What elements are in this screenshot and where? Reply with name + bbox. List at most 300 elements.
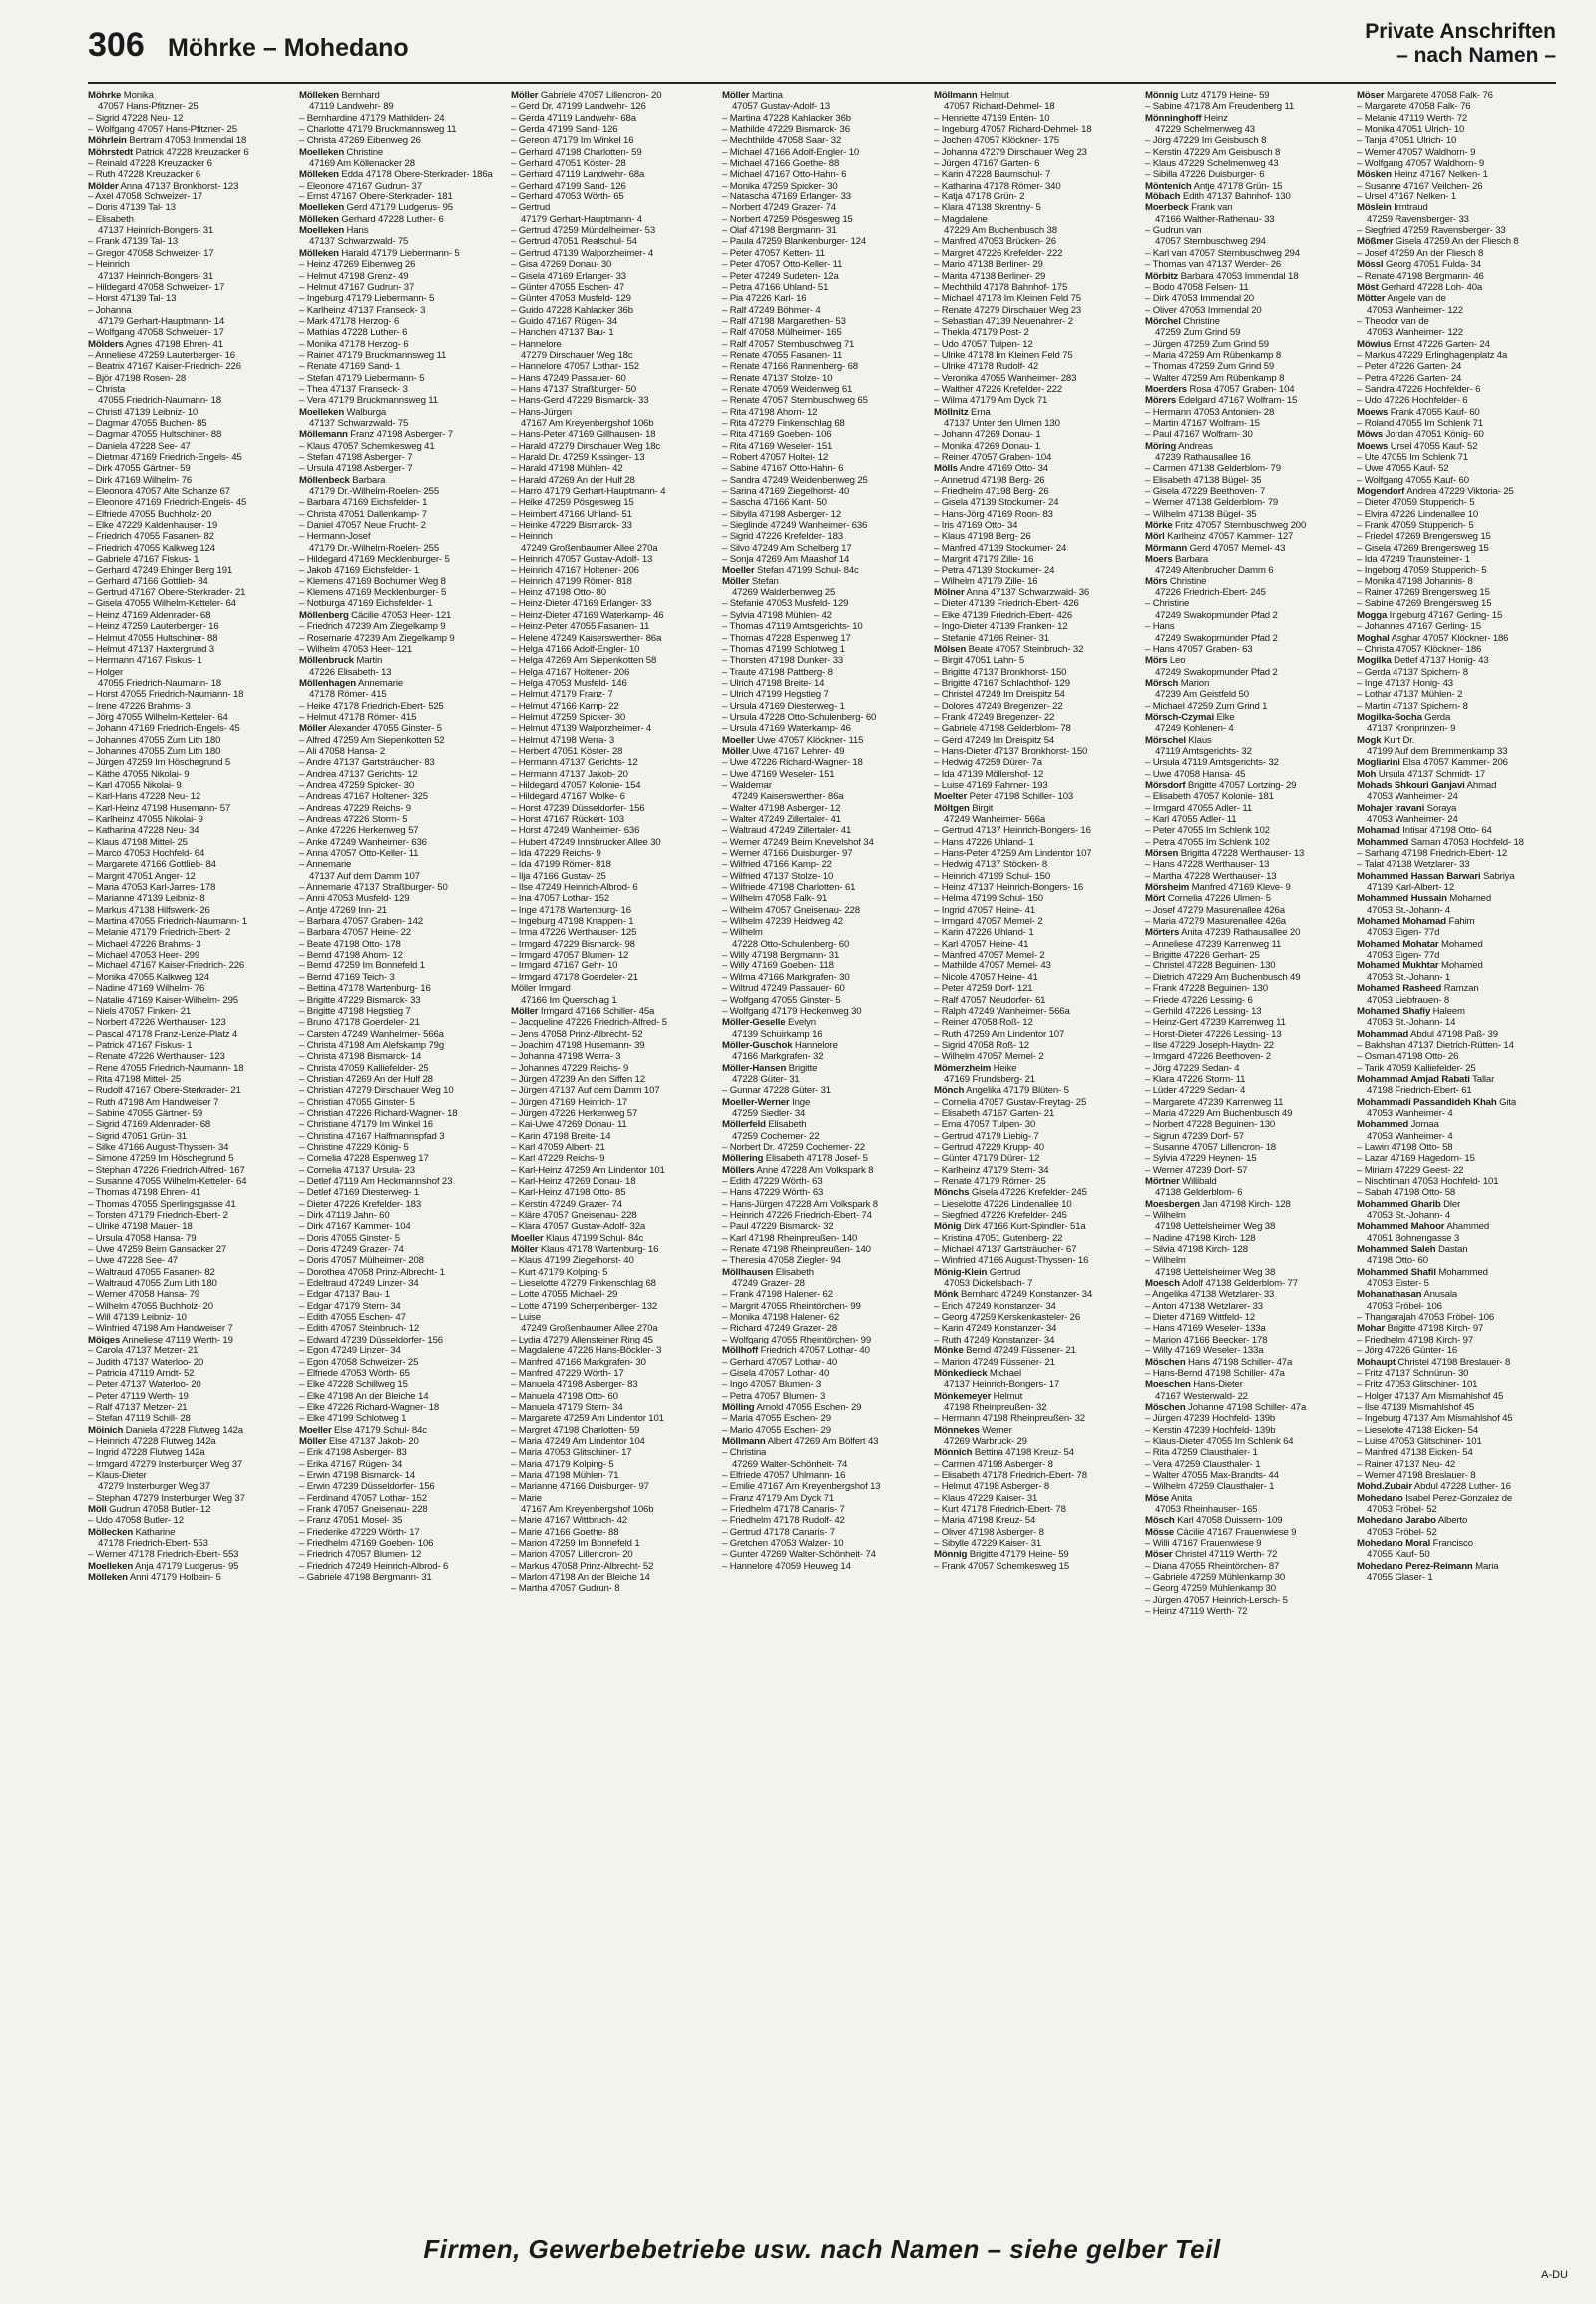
entry-details: Stefan 47199 Schul- 84c xyxy=(754,565,859,576)
surname: Mohamed Shafiy xyxy=(1357,1005,1431,1017)
surname-entry xyxy=(722,1153,922,1164)
listing-entry: – Kristina 47051 Gutenberg- 22 xyxy=(934,1232,1063,1244)
listing-entry: – Elisabeth 47057 Kolonie- 181 xyxy=(1145,791,1274,803)
listing-entry: – Birgit 47051 Lahn- 5 xyxy=(934,655,1025,667)
address-continuation: 47249 Swakopmunder Pfad 2 xyxy=(1155,632,1278,644)
listing-entry: – Jürgen 47057 Heinrich-Lersch- 5 xyxy=(1145,1594,1288,1606)
listing-entry: – Walter 47198 Asberger- 12 xyxy=(722,802,841,814)
surname-entry xyxy=(299,678,499,689)
listing-entry: – Notburga 47169 Eichsfelder- 1 xyxy=(299,598,433,610)
surname: Mohammed Hussain xyxy=(1357,893,1447,905)
entry-details: Christine xyxy=(1167,576,1207,587)
listing-entry: – Margarete 47058 Falk- 76 xyxy=(1357,101,1471,113)
address-continuation: 47137 Kronprinzen- 9 xyxy=(1367,723,1456,735)
listing-entry: – Patrick 47167 Fiskus- 1 xyxy=(88,1039,193,1051)
listing-entry: – Hans 47249 Passauer- 60 xyxy=(511,372,626,384)
surname-entry xyxy=(1357,893,1556,904)
surname-entry xyxy=(299,214,499,225)
listing-entry: – Gertrud 47051 Realschul- 54 xyxy=(511,236,637,248)
listing-entry: – Petra 47055 Im Schlenk 102 xyxy=(1145,836,1270,848)
surname: Mohamed Mohatar xyxy=(1357,938,1439,950)
address-continuation: 47166 Markgrafen- 32 xyxy=(732,1051,824,1063)
listing-entry: – Sigrid 47226 Krefelder- 183 xyxy=(722,531,843,543)
listing-entry: – Andreas 47167 Holtener- 325 xyxy=(299,791,428,803)
surname: Möwius xyxy=(1357,338,1392,350)
listing-entry: – Sigrid 47228 Neu- 12 xyxy=(88,112,184,124)
listing-entry: – Gerhard 47166 Gottlieb- 84 xyxy=(88,576,208,587)
surname-entry xyxy=(934,1267,1133,1278)
listing-entry: – Heinz-Dieter 47169 Waterkamp- 46 xyxy=(511,609,664,621)
listing-entry: – Melanie 47179 Friedrich-Ebert- 2 xyxy=(88,927,231,939)
listing-entry: – Michael 47167 Kaiser-Friedrich- 226 xyxy=(88,960,245,972)
listing-entry: – Wolfgang 47055 Rheintörchen- 99 xyxy=(722,1334,872,1345)
surname: Mönke xyxy=(934,1345,964,1357)
listing-entry: – Oliver 47053 Immendal 20 xyxy=(1145,304,1262,316)
surname-entry xyxy=(88,1561,287,1572)
listing-entry: – Rainer 47179 Bruckmannsweg 11 xyxy=(299,349,447,361)
surname: Mörsdorf xyxy=(1145,779,1186,791)
listing-entry: – Norbert 47228 Beguinen- 130 xyxy=(1145,1119,1276,1131)
listing-entry: – Willy 47198 Bergmann- 31 xyxy=(722,950,840,961)
entry-details: Erna xyxy=(968,406,991,418)
address-continuation: 47269 Walderbenweg 25 xyxy=(732,587,836,599)
listing-entry: – Hermann 47198 Rheinpreußen- 32 xyxy=(934,1413,1085,1425)
listing-entry: – Karin 47198 Breite- 14 xyxy=(511,1130,611,1142)
listing-entry: – Marion 47057 Lillencron- 20 xyxy=(511,1549,633,1561)
entry-details: Dirk 47166 Kurt-Spindler- 51a xyxy=(961,1221,1086,1233)
listing-entry: – Klaus 47198 Mittel- 25 xyxy=(88,836,188,848)
listing-entry: – Helmut 47166 Kamp- 22 xyxy=(511,700,619,712)
listing-entry: – Sigrid 47169 Aldenrader- 68 xyxy=(88,1119,211,1131)
address-continuation: 47259 Zum Grind 59 xyxy=(1155,327,1241,339)
listing-entry: – Monika 47055 Kalkweg 124 xyxy=(88,971,209,983)
listing-entry: – Markus 47138 Hilfswerk- 26 xyxy=(88,904,210,916)
listing-entry: – Paula 47259 Blankenburger- 124 xyxy=(722,236,867,248)
address-continuation: 47057 Hans-Pfitzner- 25 xyxy=(98,101,199,113)
listing-entry: – Gisela 47139 Stockumer- 24 xyxy=(934,497,1059,509)
listing-entry: – Karl 47059 Albert- 21 xyxy=(511,1141,605,1153)
listing-entry: – Sigrid 47058 Roß- 12 xyxy=(934,1039,1029,1051)
surname: Mösch xyxy=(1145,1515,1175,1527)
surname: Möllenbruck xyxy=(299,655,354,667)
listing-entry: – Elke 47139 Friedrich-Ebert- 426 xyxy=(934,609,1073,621)
listing-entry: – Lüder 47229 Sedan- 4 xyxy=(1145,1085,1246,1097)
surname: Mönnich xyxy=(934,1447,973,1459)
surname-entry xyxy=(1145,1357,1345,1368)
address-continuation: 47167 Am Kreyenbergshof 106b xyxy=(521,417,654,429)
listing-entry: – Jörg 47229 Sedan- 4 xyxy=(1145,1062,1240,1074)
entry-details: Detlef 47137 Honig- 43 xyxy=(1391,655,1489,667)
address-continuation: 47053 St.-Johann- 1 xyxy=(1367,971,1451,983)
address-continuation: 47053 Liebfrauen- 8 xyxy=(1367,994,1450,1006)
entry-details: Anna 47137 Schwarzwald- 36 xyxy=(964,587,1090,599)
address-continuation: 47249 Swakopmunder Pfad 2 xyxy=(1155,666,1278,678)
listing-entry: – Werner 47166 Duisburger- 97 xyxy=(722,848,853,860)
entry-details: Karl 47058 Duissern- 109 xyxy=(1174,1515,1283,1527)
listing-entry: – Uwe 47226 Richard-Wagner- 18 xyxy=(722,757,863,769)
surname: Mohamed Mukhtar xyxy=(1357,960,1439,972)
surname: Mönk xyxy=(934,1289,959,1301)
listing-entry: – Willy 47169 Weseler- 133a xyxy=(1145,1345,1264,1357)
listing-entry: – Helmut 47179 Franz- 7 xyxy=(511,689,613,701)
listing-entry: – Maria 47229 Am Buchenbusch 49 xyxy=(1145,1107,1293,1119)
address-continuation: 47057 Gustav-Adolf- 13 xyxy=(732,101,831,113)
surname-entry xyxy=(1357,1029,1556,1040)
surname: Mönkemeyer xyxy=(934,1390,992,1402)
surname: Möller xyxy=(722,745,750,757)
listing-entry: – Hermann 47137 Gerichts- 12 xyxy=(511,757,638,769)
listing-entry: – Wilhelm 47055 Buchholz- 20 xyxy=(88,1300,213,1312)
listing-entry: – Franz 47179 Am Dyck 71 xyxy=(722,1492,835,1504)
entry-details: Tallar xyxy=(1469,1073,1495,1085)
listing-entry: – Helga 47167 Holtener- 206 xyxy=(511,666,630,678)
listing-entry: – Friedrich 47055 Kalkweg 124 xyxy=(88,542,215,554)
entry-details: Johanne 47198 Schiller- 47a xyxy=(1185,1401,1307,1413)
surname-entry xyxy=(934,644,1133,655)
listing-entry: – Thomas 47228 Espenweg 17 xyxy=(722,632,851,644)
surname-entry xyxy=(1357,1074,1556,1085)
entry-details: Gerd 47057 Memel- 43 xyxy=(1187,542,1286,554)
surname-entry xyxy=(1145,395,1345,406)
entry-details: Birgit xyxy=(969,802,994,814)
listing-entry: – Friedhelm 47169 Goeben- 106 xyxy=(299,1538,434,1549)
address-continuation: 47053 Fröbel- 106 xyxy=(1367,1300,1442,1312)
entry-details: Albert 47269 Am Bölfert 43 xyxy=(765,1435,879,1447)
listing-entry: – Martina 47055 Friedrich-Naumann- 1 xyxy=(88,916,247,928)
listing-entry: – Ulrike 47178 Rudolf- 42 xyxy=(934,361,1039,373)
surname: Moeller xyxy=(511,1232,544,1244)
surname-entry xyxy=(722,90,922,101)
listing-entry: – Eleonore 47169 Friedrich-Engels- 45 xyxy=(88,497,247,509)
surname: Mölsen xyxy=(934,643,967,655)
section-title-line2: – nach Namen – xyxy=(1396,44,1556,67)
entry-details: Lutz 47179 Heine- 59 xyxy=(1178,90,1270,101)
surname-entry xyxy=(1145,384,1345,395)
listing-entry: – Erwin 47198 Bismarck- 14 xyxy=(299,1469,416,1481)
listing-entry: – Gerhard 47051 Köster- 28 xyxy=(511,158,626,170)
surname-entry xyxy=(1145,1493,1345,1504)
listing-entry: – Ulrich 47198 Breite- 14 xyxy=(722,677,825,689)
listing-entry: – Jürgen 47239 Hochfeld- 139b xyxy=(1145,1413,1276,1425)
listing-entry: – Frank 47059 Stupperich- 5 xyxy=(1357,520,1474,532)
surname-entry xyxy=(1357,837,1556,848)
listing-entry: – Heinz 47198 Otto- 80 xyxy=(511,587,606,599)
listing-entry: – Heinke 47229 Bismarck- 33 xyxy=(511,520,632,532)
listing-entry: – Gregor 47058 Schweizer- 17 xyxy=(88,247,214,259)
listing-entry: – Ulrike 47198 Mauer- 18 xyxy=(88,1221,193,1233)
listing-entry: – Waltraud 47055 Zum Lith 180 xyxy=(88,1278,217,1290)
listing-entry: – Andreas 47226 Storm- 5 xyxy=(299,814,408,825)
surname: Möhrke xyxy=(88,90,122,101)
listing-entry: – Magdalene 47226 Hans-Böckler- 3 xyxy=(511,1345,662,1357)
listing-entry: – Friedhelm 47198 Kirch- 97 xyxy=(1357,1334,1474,1345)
listing-entry: – Irmgard 47057 Memel- 2 xyxy=(934,916,1043,928)
listing-entry: – Luise xyxy=(511,1312,541,1324)
listing-entry: – Doris 47139 Tal- 13 xyxy=(88,202,176,214)
listing-entry: – Hermann-Josef xyxy=(299,531,371,543)
address-continuation: 47053 St.-Johann- 4 xyxy=(1367,1210,1451,1222)
listing-entry: – Norbert 47226 Werthauser- 123 xyxy=(88,1017,226,1029)
address-continuation: 47249 Kaiserswerther- 86a xyxy=(732,791,844,803)
listing-entry: – Karl-Hans 47228 Neu- 12 xyxy=(88,791,201,803)
entry-details: Andreas xyxy=(1176,440,1213,452)
surname: Mönig xyxy=(934,1221,962,1233)
entry-details: Gerda xyxy=(1421,711,1451,723)
listing-entry: – Egon 47058 Schweizer- 25 xyxy=(299,1356,419,1368)
listing-entry: – Helmut 47137 Haxtergrund 3 xyxy=(88,643,214,655)
listing-entry: – Ida 47199 Römer- 818 xyxy=(511,859,611,871)
listing-entry: – Kurt 47179 Kolping- 5 xyxy=(511,1266,608,1278)
address-continuation: 47137 Heinrich-Bongers- 17 xyxy=(944,1379,1060,1391)
listing-entry: – Günter 47055 Eschen- 47 xyxy=(511,281,625,293)
entry-details: Gisela 47226 Krefelder- 245 xyxy=(969,1187,1087,1199)
surname-entry xyxy=(722,1267,922,1278)
listing-entry: – Irmgard 47057 Blumen- 12 xyxy=(511,950,629,961)
listing-entry: – Dirk 47053 Immendal 20 xyxy=(1145,293,1254,305)
listing-entry: – Monika 47051 Ulrich- 10 xyxy=(1357,124,1465,136)
listing-entry: – Vera 47259 Clausthaler- 1 xyxy=(1145,1458,1261,1470)
listing-entry: – Jürgen 47259 Im Höschegrund 5 xyxy=(88,757,231,769)
listing-entry: – Magdalene xyxy=(934,213,988,225)
surname-entry xyxy=(934,1063,1133,1074)
surname: Mogilka xyxy=(1357,655,1392,667)
listing-entry: – Walther 47226 Krefelder- 222 xyxy=(934,383,1063,395)
listing-entry: – Gerhard 47053 Wörth- 65 xyxy=(511,192,624,203)
listing-entry: – Fritz 47137 Schnürun- 30 xyxy=(1357,1367,1469,1379)
listing-entry: – Mario 47055 Eschen- 29 xyxy=(722,1424,831,1436)
listing-entry: – Jürgen 47167 Garten- 6 xyxy=(934,158,1040,170)
listing-entry: – Lieselotte 47138 Eicken- 54 xyxy=(1357,1424,1479,1436)
listing-entry: – Gisela 47057 Lothar- 40 xyxy=(722,1367,830,1379)
listing-entry: – Brigitte 47198 Hegstieg 7 xyxy=(299,1005,411,1017)
surname-entry xyxy=(1145,848,1345,859)
listing-entry: – Karl-Heinz 47198 Otto- 85 xyxy=(511,1187,626,1199)
entry-details: Dastan xyxy=(1435,1244,1468,1256)
surname: Möll xyxy=(88,1503,107,1515)
listing-entry: – Hans-Dieter 47137 Bronkhorst- 150 xyxy=(934,745,1088,757)
entry-details: Daniela 47228 Flutweg 142a xyxy=(123,1424,243,1436)
surname: Mohammed Saleh xyxy=(1357,1244,1436,1256)
entry-details: Soraya xyxy=(1424,802,1457,814)
surname: Mönch xyxy=(934,1085,965,1097)
listing-entry: – Manuela 47198 Otto- 60 xyxy=(511,1390,618,1402)
address-continuation: 47057 Richard-Dehmel- 18 xyxy=(944,101,1055,113)
entry-details: Mohamed xyxy=(1438,960,1483,972)
address-continuation: 47179 Dr.-Wilhelm-Roelen- 255 xyxy=(309,542,440,554)
surname: Mogliarini xyxy=(1357,757,1400,769)
listing-entry: – Rita 47169 Weseler- 151 xyxy=(722,440,833,452)
surname: Mohar xyxy=(1357,1323,1386,1335)
surname: Moeller xyxy=(722,734,755,746)
surname: Möllers xyxy=(722,1164,755,1176)
listing-entry: – Renate 47279 Dirschauer Weg 23 xyxy=(934,304,1082,316)
listing-entry: – Alfred 47259 Am Siepenkotten 52 xyxy=(299,734,445,746)
listing-entry: – Heinz-Peter 47055 Fasanen- 11 xyxy=(511,621,650,633)
entry-details: Edda 47178 Obere-Sterkrader- 186a xyxy=(338,169,493,181)
entry-details: Hannelore xyxy=(792,1039,838,1051)
surname-entry xyxy=(1357,282,1556,293)
listing-entry: – Dirk 47167 Kammer- 104 xyxy=(299,1221,411,1233)
listing-entry: – Hanchen 47137 Bau- 1 xyxy=(511,327,614,339)
listing-entry: – Wilhelm 47057 Gneisenau- 228 xyxy=(722,904,860,916)
listing-entry: – Karin 47228 Baumschul- 7 xyxy=(934,169,1051,181)
listing-entry: – Iris 47169 Otto- 34 xyxy=(934,520,1018,532)
listing-entry: – Jörg 47055 Wilhelm-Ketteler- 64 xyxy=(88,711,228,723)
listing-entry: – Jens 47058 Prinz-Albrecht- 52 xyxy=(511,1028,643,1040)
listing-entry: – Renate 47057 Sternbuschweg 65 xyxy=(722,395,868,407)
listing-entry: – Margarete 47166 Gottlieb- 84 xyxy=(88,859,216,871)
listing-entry: – Helga 47053 Musfeld- 146 xyxy=(511,677,627,689)
listing-entry: – Daniela 47228 See- 47 xyxy=(88,440,191,452)
surname-entry xyxy=(88,1527,287,1538)
listing-entry: – Herbert 47051 Köster- 28 xyxy=(511,745,623,757)
surname: Mohanathasan xyxy=(1357,1289,1422,1301)
listing-entry: – Paul 47167 Wolfram- 30 xyxy=(1145,429,1253,441)
listing-entry: – Frank 47249 Bregenzer- 22 xyxy=(934,711,1055,723)
listing-entry: – Annetrud 47198 Berg- 26 xyxy=(934,474,1045,486)
listing-entry: – Kurt 47178 Friedrich-Ebert- 78 xyxy=(934,1503,1066,1515)
entry-details: Inge xyxy=(789,1096,811,1108)
address-continuation: 47199 Auf dem Bremmenkamp 33 xyxy=(1367,745,1508,757)
entry-details: Harald 47179 Liebermann- 5 xyxy=(338,247,460,259)
listing-entry: – Jürgen 47226 Herkenweg 57 xyxy=(511,1107,638,1119)
listing-entry: – Mathias 47228 Luther- 6 xyxy=(299,327,408,339)
listing-entry: – Elvira 47226 Lindenallee 10 xyxy=(1357,508,1479,520)
listing-entry: – Ferdinand 47057 Lothar- 152 xyxy=(299,1492,427,1504)
surname-entry xyxy=(299,147,499,158)
listing-entry: – Manfred 47057 Memel- 2 xyxy=(934,950,1045,961)
address-continuation: 47139 Karl-Albert- 12 xyxy=(1367,882,1455,894)
listing-entry: – Rita 47279 Finkenschlag 68 xyxy=(722,417,845,429)
entry-details: Jordan 47051 König- 60 xyxy=(1383,429,1484,441)
listing-entry: – Christine xyxy=(1145,598,1190,610)
listing-entry: – Friede 47226 Lessing- 6 xyxy=(1145,994,1253,1006)
surname: Mohammed xyxy=(1357,836,1409,848)
page-number: 306 xyxy=(88,26,145,64)
listing-entry: – Cornelia 47137 Ursula- 23 xyxy=(299,1164,415,1176)
listing-entry: – Wilhelm xyxy=(1145,1210,1186,1222)
listing-entry: – Wolfgang 47057 Waldhorn- 9 xyxy=(1357,158,1485,170)
listing-entry: – Gerhard 47199 Sand- 126 xyxy=(511,180,626,192)
entry-details: Agnes 47198 Ehren- 41 xyxy=(123,338,223,350)
surname-entry xyxy=(511,1233,710,1244)
surname-entry xyxy=(1357,939,1556,950)
listing-entry: – Gertrud 47178 Canaris- 7 xyxy=(722,1526,835,1538)
entry-details: Martina xyxy=(749,90,783,101)
surname: Möser xyxy=(1145,1549,1173,1561)
listing-entry: – Johann 47269 Donau- 1 xyxy=(934,429,1041,441)
listing-entry: – Gretchen 47053 Walzer- 10 xyxy=(722,1538,844,1549)
listing-entry: – Barbara 47057 Heine- 22 xyxy=(299,927,411,939)
entry-details: Mohammed xyxy=(1435,1266,1488,1278)
listing-entry: – Peter 47259 Dorf- 121 xyxy=(934,983,1033,995)
listing-entry: – Margret 47226 Krefelder- 222 xyxy=(934,247,1063,259)
listing-entry: – Melanie 47119 Werth- 72 xyxy=(1357,112,1468,124)
listing-entry: – Hedwig 47259 Dürer- 7a xyxy=(934,757,1042,769)
entry-details: Heike xyxy=(991,1062,1017,1074)
surname-entry xyxy=(934,1549,1133,1560)
listing-entry: – Ida 47249 Traunsteiner- 1 xyxy=(1357,554,1470,566)
surname: Möse xyxy=(1145,1492,1169,1504)
surname: Mörters xyxy=(1145,927,1180,939)
listing-column xyxy=(1357,90,1556,2204)
listing-entry: – Petra 47226 Garten- 24 xyxy=(1357,372,1462,384)
address-continuation: 47249 Großenbaumer Allee 270a xyxy=(521,542,658,554)
surname: Mößmer xyxy=(1357,236,1394,248)
listing-entry: – Josef 47259 An der Fliesch 8 xyxy=(1357,247,1484,259)
entry-details: Friedrich 47057 Lothar- 40 xyxy=(758,1345,870,1357)
listing-entry: – Renate 47166 Rannenberg- 68 xyxy=(722,361,858,373)
listing-entry: – Elke 47198 An der Bleiche 14 xyxy=(299,1390,429,1402)
surname: Mohads Shkouri Ganjavi xyxy=(1357,779,1465,791)
entry-details: Gisela 47259 An der Fliesch 8 xyxy=(1393,236,1519,248)
surname: Möller-Hansen xyxy=(722,1062,787,1074)
address-continuation: 47053 St.-Johann- 4 xyxy=(1367,904,1451,916)
surname: Mohammed Hassan Barwari xyxy=(1357,870,1481,882)
address-continuation: 47259 Cochemer- 22 xyxy=(732,1130,820,1142)
listing-entry: – Michael 47178 Im Kleinen Feld 75 xyxy=(934,293,1081,305)
listing-entry: – Wilfried 47166 Kamp- 22 xyxy=(722,859,832,871)
listing-entry: – Jacqueline 47226 Friedrich-Alfred- 5 xyxy=(511,1017,667,1029)
surname-entry xyxy=(722,1119,922,1130)
listing-entry: – Stephan 47226 Friedrich-Alfred- 167 xyxy=(88,1164,245,1176)
listing-entry: – Nischtiman 47053 Hochfeld- 101 xyxy=(1357,1176,1499,1187)
listing-entry: – Wolfgang 47055 Kauf- 60 xyxy=(1357,474,1469,486)
surname: Moesbergen xyxy=(1145,1198,1201,1210)
entry-details: Klaus 47178 Wartenburg- 16 xyxy=(538,1244,659,1256)
surname-entry xyxy=(722,1040,922,1051)
listing-entry: – Uwe 47228 See- 47 xyxy=(88,1255,178,1267)
listing-entry: – Lothar 47137 Mühlen- 2 xyxy=(1357,689,1463,701)
surname-entry xyxy=(1357,339,1556,350)
surname-entry xyxy=(1357,803,1556,814)
entry-details: Mohamed xyxy=(1438,938,1483,950)
listing-entry: – Marion 47166 Beecker- 178 xyxy=(1145,1334,1268,1345)
entry-details: Ingeburg 47167 Gerling- 15 xyxy=(1387,609,1503,621)
listing-entry: – Ute 47055 Im Schlenk 71 xyxy=(1357,452,1468,463)
listing-entry: – Gunnar 47228 Güter- 31 xyxy=(722,1085,831,1097)
listing-entry: – Ingeburg 47057 Richard-Dehmel- 18 xyxy=(934,124,1092,136)
listing-entry: – Wilfriede 47198 Charlotten- 61 xyxy=(722,882,856,894)
entry-details: Adolf 47138 Gelderblom- 77 xyxy=(1179,1278,1298,1290)
entry-details: Cornelia 47226 Ulmen- 5 xyxy=(1165,893,1271,905)
listing-entry: – Hans 47057 Graben- 63 xyxy=(1145,643,1253,655)
listing-entry: – Maria 47179 Kolping- 5 xyxy=(511,1458,614,1470)
listing-entry: – Dieter 47139 Friedrich-Ebert- 426 xyxy=(934,598,1079,610)
listing-entry: – Marie 47167 Wittbruch- 42 xyxy=(511,1515,627,1527)
address-continuation: 47137 Schwarzwald- 75 xyxy=(309,417,409,429)
surname: Mogga xyxy=(1357,609,1388,621)
address-continuation: 47053 Dickelsbach- 7 xyxy=(944,1278,1033,1290)
listing-entry: – Lazar 47169 Hagedorn- 15 xyxy=(1357,1153,1475,1165)
listing-entry: – Brigitte 47167 Schlachthof- 129 xyxy=(934,677,1070,689)
entry-details: Ramzan xyxy=(1441,983,1479,995)
listing-entry: – Sabine 47167 Otto-Hahn- 6 xyxy=(722,463,844,475)
entry-details: Margarete 47058 Falk- 76 xyxy=(1384,90,1493,101)
listing-entry: – Johann 47169 Friedrich-Engels- 45 xyxy=(88,723,240,735)
listing-entry: – Heike 47259 Pösgesweg 15 xyxy=(511,497,634,509)
listing-entry: – Ralf 47249 Böhmer- 4 xyxy=(722,304,821,316)
surname-entry xyxy=(722,1097,922,1108)
listing-entry: – Marion 47249 Füssener- 21 xyxy=(934,1356,1055,1368)
listing-entry: – Gerhard 47119 Landwehr- 68a xyxy=(511,169,645,181)
listing-entry: – Anni 47053 Musfeld- 129 xyxy=(299,893,410,905)
address-continuation: 47053 Eigen- 77d xyxy=(1367,950,1440,961)
listing-entry: – Hans 47137 Straßburger- 50 xyxy=(511,383,636,395)
entry-details: Gita xyxy=(1496,1096,1517,1108)
address-continuation: 47053 Wanheimer- 122 xyxy=(1367,304,1463,316)
surname-entry xyxy=(1357,633,1556,644)
